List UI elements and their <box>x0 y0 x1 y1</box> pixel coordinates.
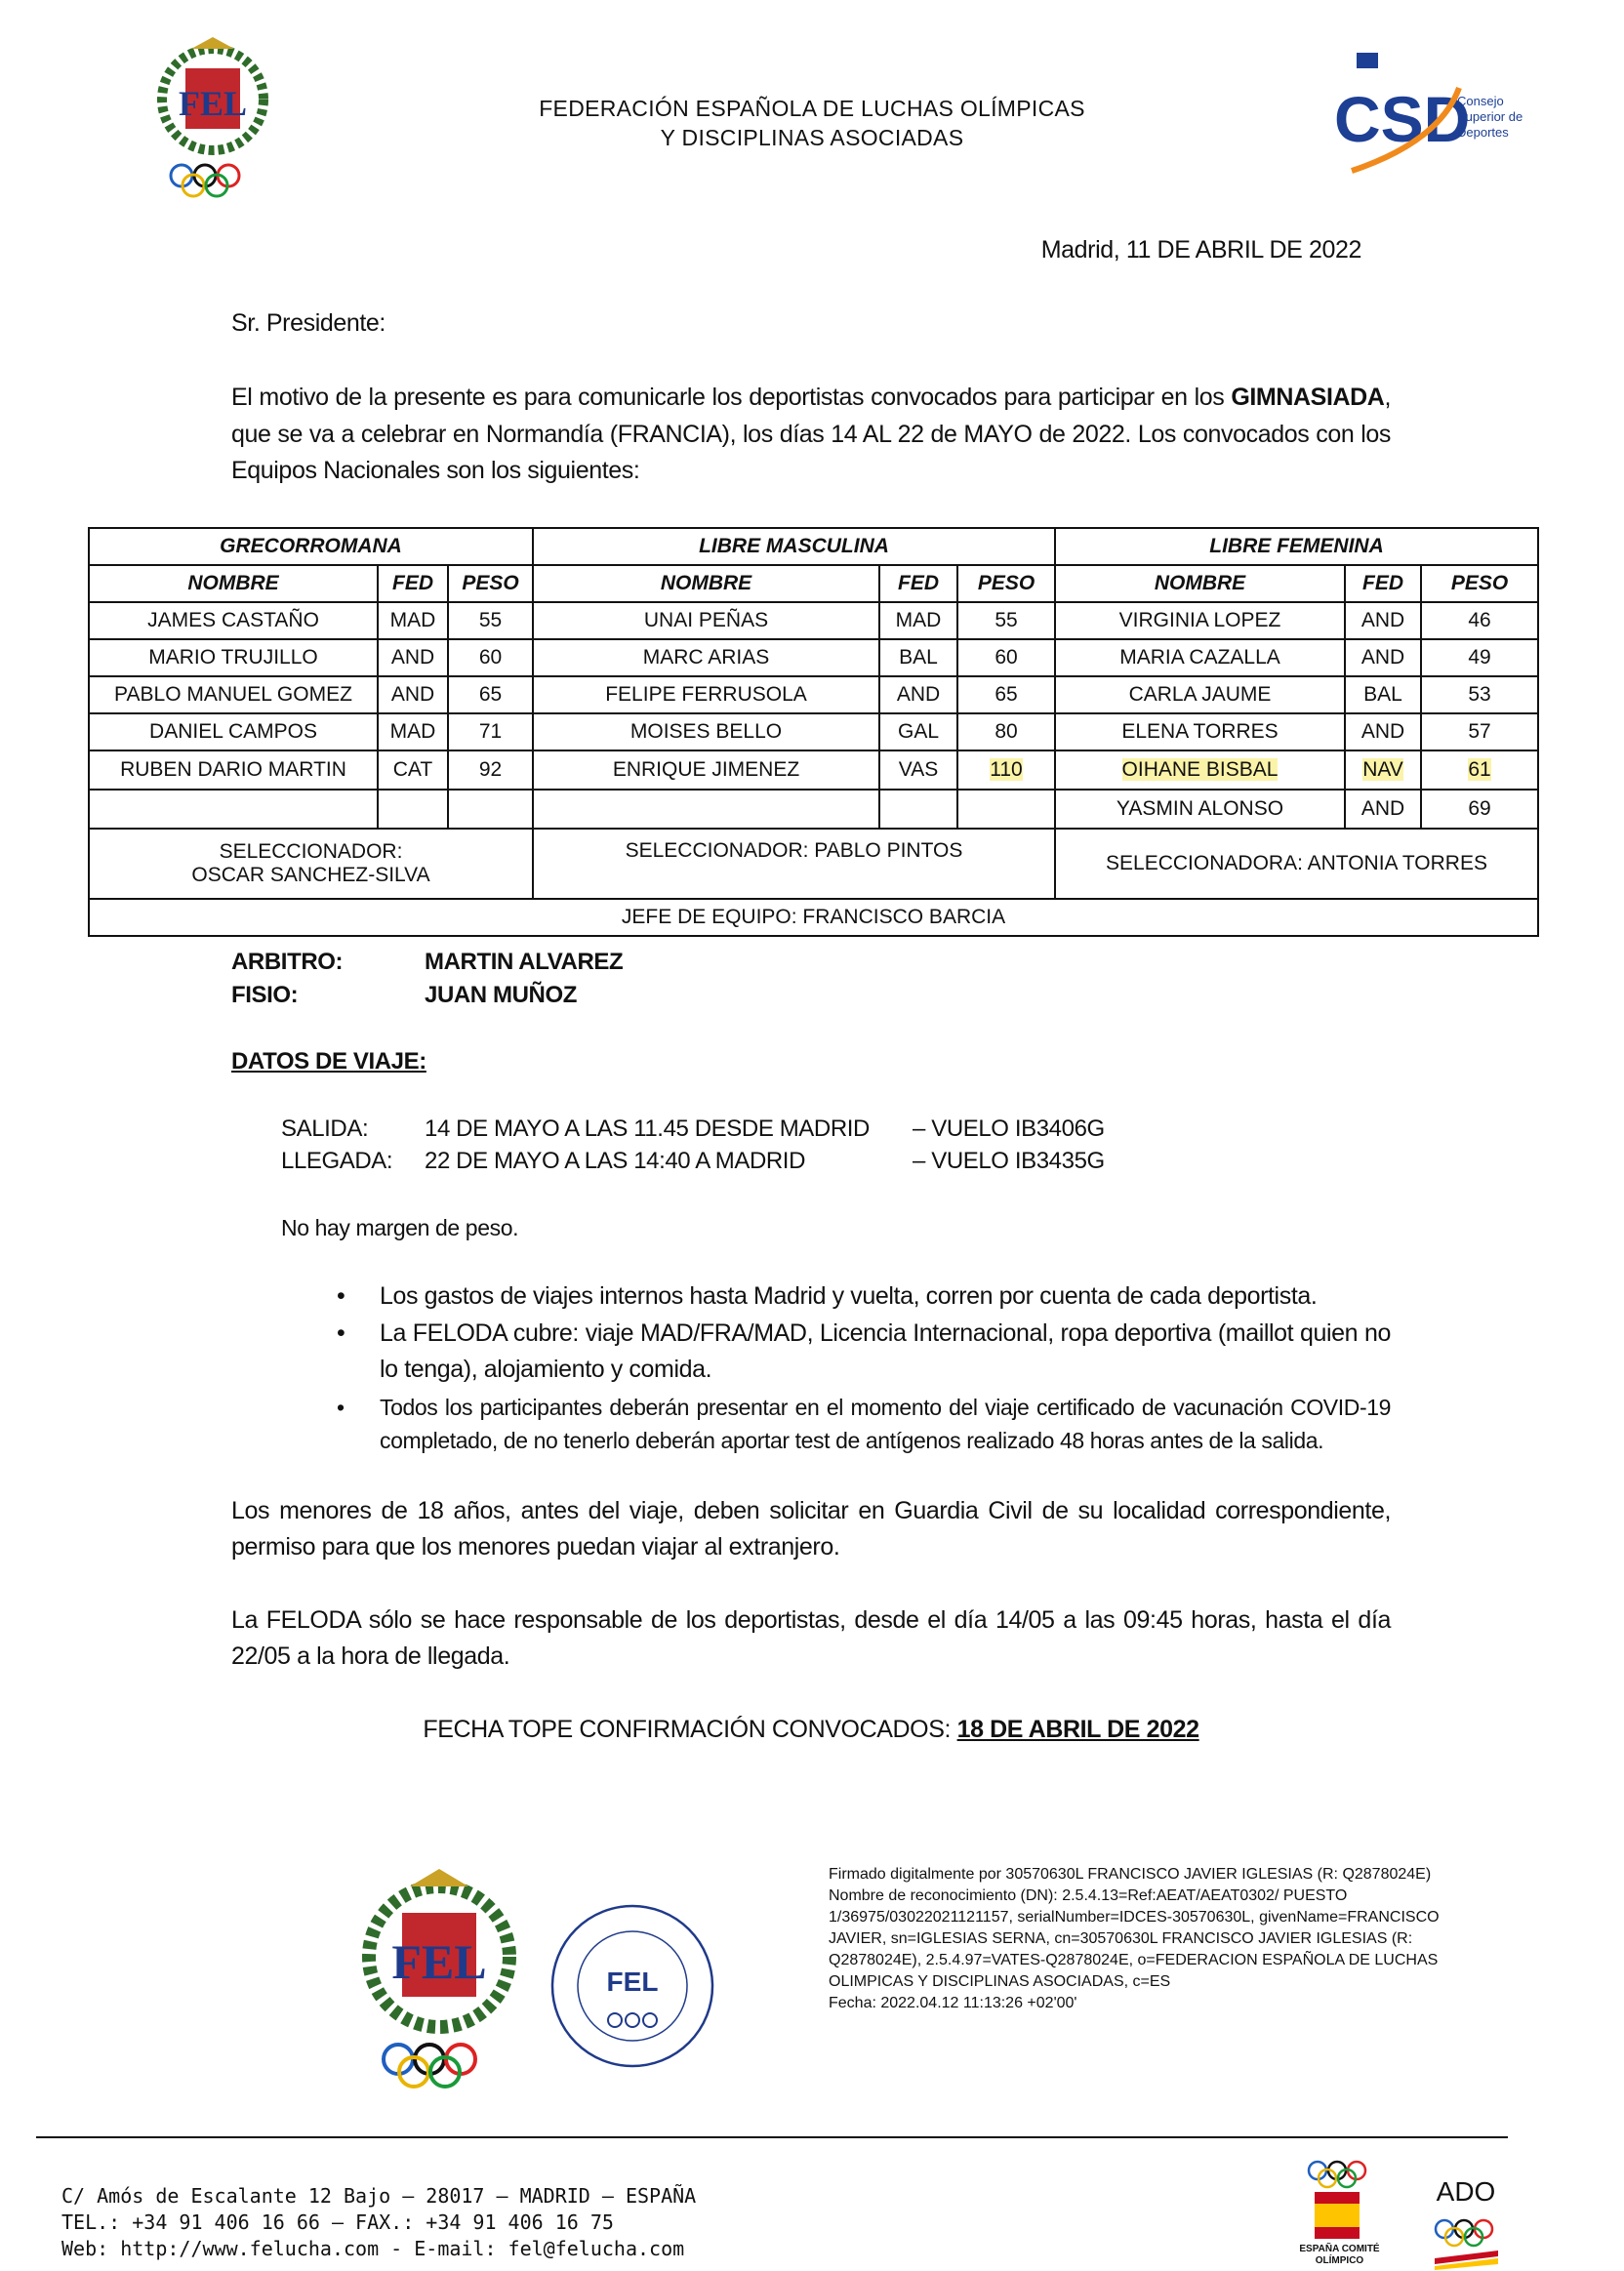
athlete-fed <box>378 676 448 713</box>
athlete-name <box>533 639 879 676</box>
athlete-weight <box>448 676 533 713</box>
intro-text-2: , que se va a celebrar en Normandía (FRANCIA), los días 14 AL 22 de MAYO de 2022. Los convocados con los Equipos Nacionales son los siguientes: <box>231 384 1391 484</box>
athlete-weight <box>1421 750 1538 790</box>
comite-olimpico-logo <box>1293 2159 1386 2241</box>
cell-text: CARLA JAUME <box>1128 683 1272 706</box>
cell-text: VIRGINIA LOPEZ <box>1118 609 1281 631</box>
list-item: • Los gastos de viajes internos hasta Madrid y vuelta, corren por cuenta de cada deportista. <box>337 1278 1391 1316</box>
athlete-weight <box>957 713 1055 750</box>
cell-text: 46 <box>1468 609 1491 631</box>
travel-title: DATOS DE VIAJE: <box>231 1048 426 1075</box>
athlete-weight <box>448 639 533 676</box>
cell-text: 49 <box>1468 646 1491 669</box>
cell-text: MARIA CAZALLA <box>1119 646 1280 669</box>
athlete-name <box>533 676 879 713</box>
coach-libre-masculina: SELECCIONADOR: PABLO PINTOS <box>533 829 1055 899</box>
cell-text: 55 <box>478 609 503 631</box>
cell-text: MAD <box>389 720 436 743</box>
letter-date: Madrid, 11 DE ABRIL DE 2022 <box>1040 236 1361 264</box>
cell-text: PABLO MANUEL GOMEZ <box>114 683 352 706</box>
weight-note: No hay margen de peso. <box>281 1215 519 1240</box>
column-header: PESO <box>957 565 1055 602</box>
cell-text: AND <box>1360 720 1405 743</box>
fisio-label: FISIO: <box>231 982 299 1008</box>
csd-logo <box>1332 49 1523 181</box>
footer-phone: TEL.: +34 91 406 16 66 – FAX.: +34 91 406 16 75 <box>61 2210 614 2234</box>
arbitro-label: ARBITRO: <box>231 949 344 975</box>
cell-text: RUBEN DARIO MARTIN <box>120 758 346 781</box>
athlete-name <box>1055 713 1345 750</box>
coach-name: OSCAR SANCHEZ-SILVA <box>191 864 430 886</box>
conditions-list <box>337 1278 1391 1457</box>
comite-olimpico-label: ESPAÑA COMITÉ OLÍMPICO <box>1299 2244 1380 2266</box>
cell-text: JAMES CASTAÑO <box>147 609 319 631</box>
athlete-fed <box>1345 790 1421 829</box>
cell-text: 92 <box>478 758 503 781</box>
intro-paragraph <box>231 380 1391 490</box>
athlete-fed <box>378 750 448 790</box>
athlete-fed <box>1345 713 1421 750</box>
table-row <box>89 790 1538 829</box>
svg-text:FEL: FEL <box>178 84 248 123</box>
athlete-name <box>533 713 879 750</box>
athlete-fed <box>1345 602 1421 639</box>
table-row <box>89 713 1538 750</box>
cell-text: 69 <box>1468 797 1491 820</box>
signature-date: Fecha: 2022.04.12 11:13:26 +02'00' <box>829 1995 1077 2011</box>
cell-text: MARIO TRUJILLO <box>148 646 318 669</box>
athlete-weight <box>957 790 1055 829</box>
signature-signer: Firmado digitalmente por 30570630L FRANCISCO JAVIER IGLESIAS (R: Q2878024E) <box>829 1866 1432 1883</box>
cell-text: 57 <box>1468 720 1491 743</box>
cell-text: 53 <box>1468 683 1491 706</box>
svg-text:Consejo: Consejo <box>1457 94 1504 108</box>
column-header: PESO <box>1421 565 1538 602</box>
cell-text: 61 <box>1468 758 1491 781</box>
column-header-row <box>89 565 1538 602</box>
cell-text: 65 <box>478 683 503 706</box>
athlete-name <box>1055 602 1345 639</box>
cell-text: CAT <box>392 758 433 781</box>
ado-logo <box>1425 2215 1508 2271</box>
signature-dn: Nombre de reconocimiento (DN): 2.5.4.13=Ref:AEAT/AEAT0302/ PUESTO 1/36975/03022021121157, serialNumber=IDCES-30570630L, givenName=FRANCISCO JAVIER, sn=IGLESIAS SERNA, cn=30570630L FRANCISCO JAVIER IGLESIAS (R: Q2878024E), 2.5.4.97=VATES-Q2878024E, o=FEDERACION ESPAÑOLA DE LUCHAS OLIMPICAS Y DISCIPLINAS ASOCIADAS, c=ES <box>829 1887 1440 1990</box>
coach-grecorromana <box>89 829 533 899</box>
cell-text: ELENA TORRES <box>1121 720 1279 743</box>
cell-text: FELIPE FERRUSOLA <box>605 683 807 706</box>
svg-text:FEL: FEL <box>391 1934 487 1989</box>
ado-label: ADO <box>1436 2176 1496 2207</box>
cell-text: AND <box>1360 646 1405 669</box>
athlete-weight <box>448 790 533 829</box>
table-row <box>89 750 1538 790</box>
cell-text: AND <box>1360 797 1405 820</box>
column-header: FED <box>378 565 448 602</box>
cell-text: MAD <box>895 609 942 631</box>
table-row <box>89 602 1538 639</box>
fel-logo-large <box>349 1859 530 2093</box>
cell-text: GAL <box>897 720 940 743</box>
cell-text: OIHANE BISBAL <box>1121 758 1279 781</box>
svg-text:CSD: CSD <box>1334 83 1471 155</box>
deadline-date: 18 DE ABRIL DE 2022 <box>956 1715 1199 1743</box>
deadline-label: FECHA TOPE CONFIRMACIÓN CONVOCADOS: <box>423 1715 957 1743</box>
athlete-weight <box>957 602 1055 639</box>
column-header: FED <box>1345 565 1421 602</box>
fisio-value: JUAN MUÑOZ <box>425 982 577 1008</box>
cell-text: BAL <box>899 646 938 669</box>
cell-text: NAV <box>1362 758 1403 781</box>
athlete-fed <box>879 750 957 790</box>
cell-text: 65 <box>995 683 1018 706</box>
cell-text: 110 <box>990 758 1023 781</box>
letter-body-flow <box>231 1278 1391 1748</box>
digital-signature <box>829 1864 1453 2014</box>
footer-address: C/ Amós de Escalante 12 Bajo – 28017 – MADRID – ESPAÑA <box>61 2184 697 2208</box>
salida-label: SALIDA: <box>281 1115 369 1142</box>
event-name: GIMNASIADA <box>1231 384 1385 411</box>
athlete-name <box>89 602 378 639</box>
athlete-weight <box>1421 790 1538 829</box>
cell-text: 55 <box>995 609 1018 631</box>
svg-text:Superior de: Superior de <box>1457 109 1523 124</box>
group-header: LIBRE MASCULINA <box>533 528 1055 565</box>
athlete-name <box>533 602 879 639</box>
llegada-value: 22 DE MAYO A LAS 14:40 A MADRID <box>425 1148 806 1174</box>
athlete-fed <box>378 790 448 829</box>
federation-seal-stamp <box>547 1903 720 2069</box>
athlete-weight <box>1421 713 1538 750</box>
athlete-fed <box>879 602 957 639</box>
column-header: NOMBRE <box>533 565 879 602</box>
athlete-name <box>89 750 378 790</box>
athlete-weight <box>957 750 1055 790</box>
athlete-weight <box>448 713 533 750</box>
cell-text: MAD <box>389 609 436 631</box>
cell-text: AND <box>390 646 435 669</box>
athlete-weight <box>957 639 1055 676</box>
table-row <box>89 676 1538 713</box>
arbitro-value: MARTIN ALVAREZ <box>425 949 624 975</box>
cell-text: 80 <box>995 720 1018 743</box>
athlete-name <box>533 750 879 790</box>
list-item: • La FELODA cubre: viaje MAD/FRA/MAD, Licencia Internacional, ropa deportiva (maillot quien no lo tenga), alojamiento y comida. <box>337 1316 1391 1389</box>
athlete-weight <box>1421 639 1538 676</box>
athlete-name <box>89 790 378 829</box>
llegada-flight: – VUELO IB3435G <box>913 1148 1105 1174</box>
llegada-label: LLEGADA: <box>281 1148 393 1174</box>
minors-paragraph: Los menores de 18 años, antes del viaje, deben solicitar en Guardia Civil de su localidad correspondiente, permiso para que los menores puedan viajar al extranjero. <box>231 1496 1391 1561</box>
athlete-weight <box>957 676 1055 713</box>
responsibility-paragraph: La FELODA sólo se hace responsable de los deportistas, desde el día 14/05 a las 09:45 horas, hasta el día 22/05 a la hora de llegada. <box>231 1605 1391 1670</box>
cell-text: YASMIN ALONSO <box>1116 797 1284 820</box>
salida-flight: – VUELO IB3406G <box>913 1115 1105 1142</box>
cell-text: BAL <box>1363 683 1402 706</box>
athlete-fed <box>879 676 957 713</box>
cell-text: 60 <box>995 646 1018 669</box>
group-header: LIBRE FEMENINA <box>1055 528 1538 565</box>
athlete-fed <box>378 639 448 676</box>
salutation: Sr. Presidente: <box>231 309 386 337</box>
coach-label: SELECCIONADOR: <box>219 840 403 863</box>
athlete-fed <box>879 713 957 750</box>
header-title-line1: FEDERACIÓN ESPAÑOLA DE LUCHAS OLÍMPICAS <box>539 96 1085 121</box>
cell-text: MARC ARIAS <box>642 646 770 669</box>
cell-text: ENRIQUE JIMENEZ <box>612 758 800 781</box>
column-header: PESO <box>448 565 533 602</box>
athlete-fed <box>1345 676 1421 713</box>
athlete-fed <box>378 602 448 639</box>
athlete-name <box>1055 639 1345 676</box>
cell-text: AND <box>390 683 435 706</box>
athlete-fed <box>1345 639 1421 676</box>
cell-text: AND <box>896 683 941 706</box>
athlete-name <box>89 639 378 676</box>
athlete-weight <box>1421 602 1538 639</box>
svg-text:FEL: FEL <box>606 1967 659 1997</box>
athlete-fed <box>378 713 448 750</box>
coach-libre-femenina: SELECCIONADORA: ANTONIA TORRES <box>1055 829 1538 899</box>
athlete-name <box>89 713 378 750</box>
svg-text:Deportes: Deportes <box>1457 125 1509 140</box>
intro-text: El motivo de la presente es para comunicarle los deportistas convocados para participar en los <box>231 384 1232 411</box>
deadline <box>231 1712 1391 1749</box>
athlete-weight <box>448 750 533 790</box>
group-header: GRECORROMANA <box>89 528 533 565</box>
athlete-weight <box>448 602 533 639</box>
cell-text: UNAI PEÑAS <box>643 609 769 631</box>
cell-text: AND <box>1360 609 1405 631</box>
athlete-name <box>533 790 879 829</box>
athlete-name <box>89 676 378 713</box>
athlete-name <box>1055 750 1345 790</box>
cell-text: 60 <box>478 646 503 669</box>
footer-web[interactable]: Web: http://www.felucha.com - E-mail: fel@felucha.com <box>61 2237 685 2260</box>
footer-divider <box>36 2136 1508 2138</box>
cell-text: DANIEL CAMPOS <box>149 720 317 743</box>
cell-text: 71 <box>478 720 503 743</box>
athlete-name <box>1055 790 1345 829</box>
roster-table <box>88 527 1539 937</box>
athlete-weight <box>1421 676 1538 713</box>
team-lead: JEFE DE EQUIPO: FRANCISCO BARCIA <box>89 899 1538 936</box>
column-header: NOMBRE <box>89 565 378 602</box>
cell-text: VAS <box>898 758 939 781</box>
athlete-name <box>1055 676 1345 713</box>
athlete-fed <box>879 790 957 829</box>
list-item: • Todos los participantes deberán presentar en el momento del viaje certificado de vacunación COVID-19 completado, de no tenerlo deberán aportar test de antígenos realizado 48 horas antes de la salida. <box>337 1391 1391 1457</box>
salida-value: 14 DE MAYO A LAS 11.45 DESDE MADRID <box>425 1115 870 1142</box>
table-row <box>89 639 1538 676</box>
header-title-line2: Y DISCIPLINAS ASOCIADAS <box>660 125 964 150</box>
column-header: FED <box>879 565 957 602</box>
athlete-fed <box>1345 750 1421 790</box>
column-header: NOMBRE <box>1055 565 1345 602</box>
athlete-fed <box>879 639 957 676</box>
cell-text: MOISES BELLO <box>629 720 783 743</box>
